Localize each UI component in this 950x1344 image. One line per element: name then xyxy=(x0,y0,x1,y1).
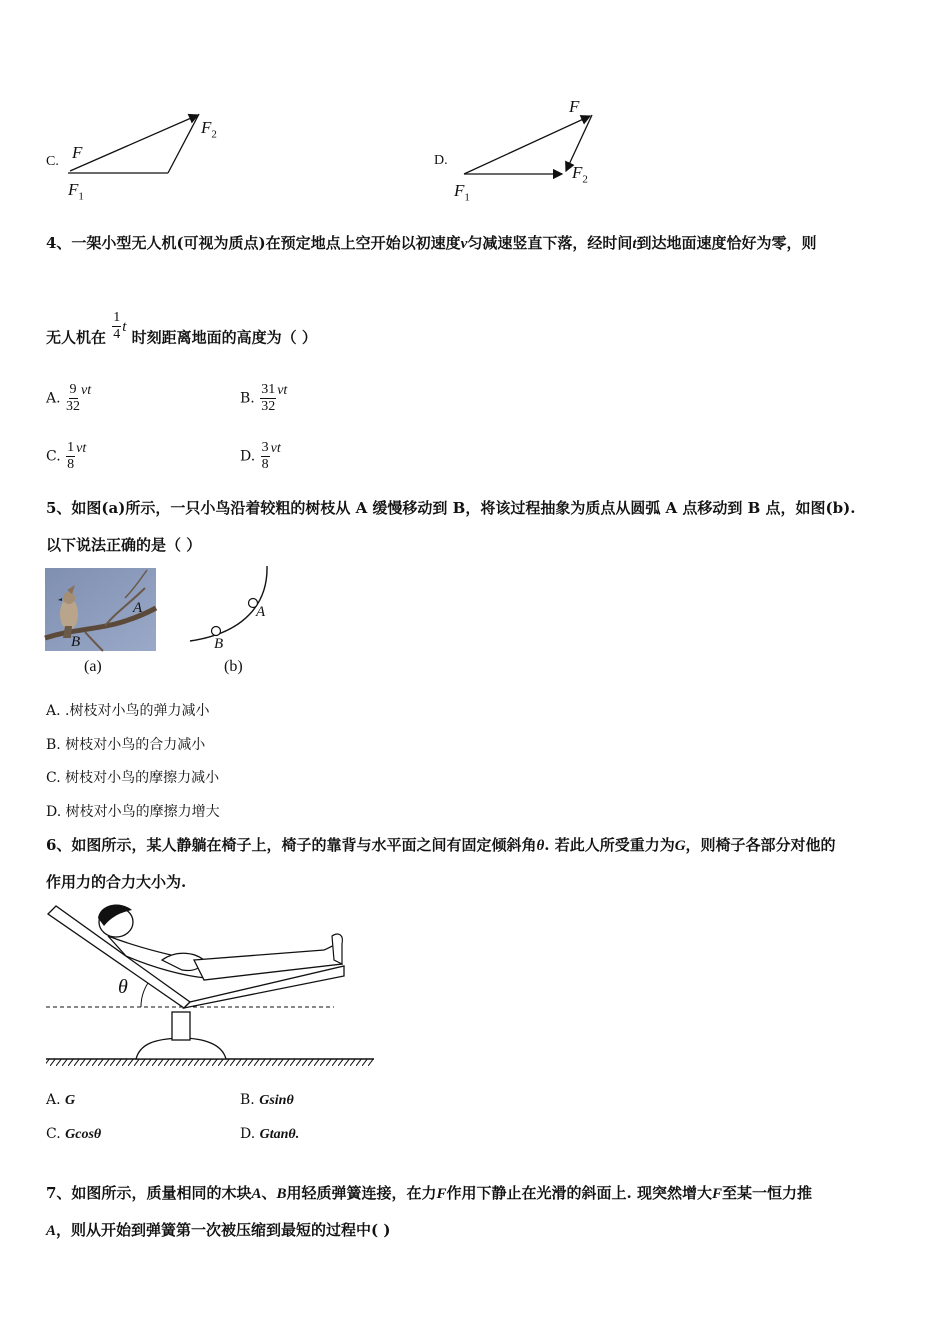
svg-text:A: A xyxy=(133,600,143,616)
q4-stem-line1: 4、一架小型无人机(可视为质点)在预定地点上空开始以初速度v匀减速竖直下落，经时间t到达地面速度恰好为零，则 xyxy=(46,234,817,252)
q6-option-b[interactable]: B. Gsinθ xyxy=(240,1092,294,1108)
force-f2-label: $F_2$ xyxy=(201,118,217,141)
q6-option-d[interactable]: D. Gtanθ. xyxy=(240,1126,300,1142)
force-f-label: F xyxy=(72,143,83,162)
q5-option-d[interactable]: D. 树枝对小鸟的摩擦力增大 xyxy=(46,804,220,820)
figure-a-caption: (a) xyxy=(84,658,102,675)
q6-stem-line2: 作用力的合力大小为. xyxy=(46,873,187,891)
f-vector xyxy=(70,115,198,171)
q3-option-d[interactable] xyxy=(432,95,632,210)
bird-illustration xyxy=(45,568,156,651)
q3-option-c[interactable] xyxy=(44,100,244,210)
q5-stem-line1: 5、如图(a)所示，一只小鸟沿着较粗的树枝从 A 缓慢移动到 B，将该过程抽象为质点从圆弧 A 点移动到 B 点，如图(b). xyxy=(46,499,856,517)
option-label: D. xyxy=(434,153,448,168)
force-f2-label: $F_2$ xyxy=(572,163,588,186)
f2-vector xyxy=(168,114,199,173)
chair-diagram xyxy=(44,898,378,1070)
q4-option-d[interactable]: D. $\frac{3}{8}$ vt xyxy=(240,440,281,472)
q6-option-a[interactable]: A. G xyxy=(46,1092,76,1108)
reclining-chair-figure xyxy=(44,898,378,1070)
q5-option-c[interactable]: C. 树枝对小鸟的摩擦力减小 xyxy=(46,770,220,786)
q4-option-a[interactable]: A. $\frac{9}{32}$ vt xyxy=(46,382,92,414)
theta-label: θ xyxy=(118,976,128,998)
q7-stem-line2: A，则从开始到弹簧第一次被压缩到最短的过程中( ) xyxy=(46,1221,391,1239)
figure-b-caption: (b) xyxy=(224,658,243,675)
q5-option-a[interactable]: A. .树枝对小鸟的弹力减小 xyxy=(46,703,210,719)
q6-option-c[interactable]: C. Gcosθ xyxy=(46,1126,102,1142)
force-f1-label: $F_1$ xyxy=(454,181,470,204)
q4-option-c[interactable]: C. $\frac{1}{8}$ vt xyxy=(46,440,87,472)
quarter-t-fraction: $\frac{1}{4}$ xyxy=(113,310,121,342)
q4-option-b[interactable]: B. $\frac{31}{32}$ vt xyxy=(240,382,288,414)
arc-figure xyxy=(190,563,280,658)
arc-diagram xyxy=(190,563,280,658)
force-f1-label: $F_1$ xyxy=(68,180,84,203)
q4-stem-line2: 无人机在 $\frac{1}{4}$ t 时刻距离地面的高度为（ ） xyxy=(46,310,317,347)
q7-stem-line1: 7、如图所示，质量相同的木块A、B用轻质弹簧连接，在力F作用下静止在光滑的斜面上. 现突然增大F至某一恒力推 xyxy=(46,1184,813,1202)
force-f-label: F xyxy=(569,97,580,116)
bird-photo-figure xyxy=(45,568,156,651)
q5-stem-line2: 以下说法正确的是（ ） xyxy=(46,536,202,554)
q5-option-b[interactable]: B. 树枝对小鸟的合力减小 xyxy=(46,737,206,753)
point-b-label: B xyxy=(214,636,224,652)
svg-text:B: B xyxy=(71,634,81,650)
point-a-label: A xyxy=(256,604,266,620)
option-label: C. xyxy=(46,154,59,169)
q6-stem-line1: 6、如图所示，某人静躺在椅子上，椅子的靠背与水平面之间有固定倾斜角θ. 若此人所受重力为G，则椅子各部分对他的 xyxy=(46,836,836,854)
